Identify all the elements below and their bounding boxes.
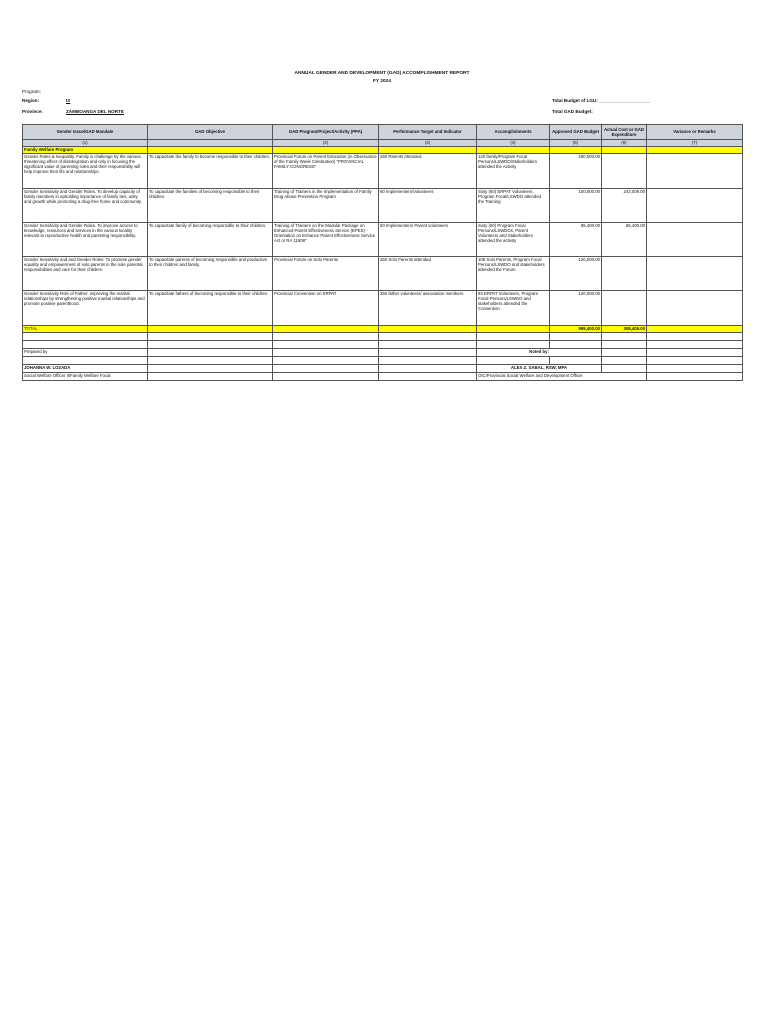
table-row: [23, 257, 743, 291]
cell-accomplishment: Sixty (60) Program Focal Persons/LSWDOs, Parent Volunteers and Stakeholders attended the activity: [477, 223, 550, 257]
noter-name: ALEX Z. SABAL, RSW, MPA: [477, 365, 602, 373]
cell-actual: 243,009.00: [602, 189, 647, 223]
program-row: [23, 147, 743, 154]
header-performance-target: Performance Target and Indicator: [379, 125, 477, 140]
program-label: Program:: [22, 89, 41, 94]
cell-actual: [602, 257, 647, 291]
cell-issue: Gender Sensitivity and Gender Roles. To improve access to knowledge, resources and services in the various locality relevant to reproductive health and parenting responsibility.: [23, 223, 148, 257]
cell-ppa: Provincial Forum on Parent Education (in Observance of the Family Week Celebration) "PROVINCIAL FAMILY CONGRESS": [273, 154, 379, 189]
signature-title-row: [23, 373, 743, 381]
table-row: [23, 189, 743, 223]
region-value: IX: [66, 98, 71, 103]
cell-target: 250 Parents Attended: [379, 154, 477, 189]
cell-objective: To capacitate the family to become responsible to their children.: [148, 154, 273, 189]
cell-ppa: Provincial Forum on Solo Parents: [273, 257, 379, 291]
cell-remarks: [647, 257, 743, 291]
total-budget-lgu: Total Budget of LGU: ____________________: [552, 98, 651, 103]
noted-by-label: Noted by:: [477, 349, 602, 357]
program-name: Family Welfare Program: [23, 147, 148, 154]
cell-budget: 100,000.00: [550, 189, 602, 223]
total-budget-value: 595,400.00: [550, 326, 602, 333]
table-row: [23, 154, 743, 189]
cell-accomplishment: 108 Solo Parents, Program Focal Persons/LSWDO and stakeholders attended the Forum: [477, 257, 550, 291]
cell-actual: 65,400.00: [602, 223, 647, 257]
cell-remarks: [647, 223, 743, 257]
preparer-title: Social Welfare Officer II/Family Welfare Focal: [23, 373, 148, 381]
total-actual-value: 308,409.00: [602, 326, 647, 333]
colnum-1b: [148, 140, 273, 147]
region-label: Region:: [22, 98, 40, 103]
report-title: ANNUAL GENDER AND DEVELOPMENT (GAD) ACCOMPLISHMENT REPORT: [294, 71, 470, 76]
cell-target: 250 father volunteers/ association members: [379, 291, 477, 326]
cell-issue: Gender Sensitivity Role of Father: improving the marital relationships by strengthening positive marital relationships and promote positive parenthood.: [23, 291, 148, 326]
colnum-1: (1): [23, 140, 148, 147]
cell-remarks: [647, 189, 743, 223]
table-row: [23, 223, 743, 257]
header-variance: Variance or Remarks: [647, 125, 743, 140]
header-accomplishments: Accomplishments: [477, 125, 550, 140]
colnum-2: (2): [273, 140, 379, 147]
total-gad-budget: Total GAD Budget:: [552, 109, 593, 114]
colnum-3: (3): [379, 140, 477, 147]
header-gender-issue: Gender Issue/GAD Mandate: [23, 125, 148, 140]
table-header-row: [23, 125, 743, 140]
gad-report-table: [22, 124, 743, 381]
noter-title: OIC/Provincial Social Welfare and Development Officer: [477, 373, 647, 381]
cell-objective: To capacitate the families of becoming responsible to their children.: [148, 189, 273, 223]
colnum-6: (6): [602, 140, 647, 147]
spacer-row: [23, 357, 743, 365]
cell-target: 60 Implementers/ Parent volunteers: [379, 223, 477, 257]
cell-ppa: Provincial Convention on ERPAT: [273, 291, 379, 326]
province-value: ZAMBOANGA DEL NORTE: [66, 109, 124, 114]
cell-issue: Gender Roles & Inequality. Family is challenge by the various threatening effect of disintegration and only in focusing the significant value of parenting roles and their responsibility will help improve their life and relationships.: [23, 154, 148, 189]
cell-accomplishment: Sixty (60) ERPAT Volunteers, Program Focal/LSWDO attended the Training: [477, 189, 550, 223]
report-fiscal-year: FY 2024: [372, 79, 392, 84]
header-gad-objective: GAD Objective: [148, 125, 273, 140]
table-row: [23, 291, 743, 326]
cell-accomplishment: 120 family/Program Focal Persons/LSWDO/Stakeholders attended the Activity: [477, 154, 550, 189]
header-approved-budget: Approved GAD Budget: [550, 125, 602, 140]
colnum-5: (5): [550, 140, 602, 147]
spacer-row: [23, 341, 743, 349]
signature-name-row: [23, 365, 743, 373]
cell-actual: [602, 154, 647, 189]
colnum-7: (7): [647, 140, 743, 147]
cell-budget: 120,000.00: [550, 257, 602, 291]
signature-label-row: [23, 349, 743, 357]
preparer-name: JOHANNA W. LOZADA: [23, 365, 148, 373]
cell-ppa: Training of Trainers on the Modular Package on Enhanced Parent Effectiveness Service (EPES) - Orientation on Enhance Parent Effectiveness Service Act or RA 11908": [273, 223, 379, 257]
header-actual-cost: Actual Cost or GAD Expenditure: [602, 125, 647, 140]
cell-actual: [602, 291, 647, 326]
colnum-4: (4): [477, 140, 550, 147]
cell-budget: 85,400.00: [550, 223, 602, 257]
province-label: Province:: [22, 109, 43, 114]
prepared-by-label: Prepared by: [23, 349, 148, 357]
cell-objective: To capacitate parents of becoming responsible and productive to their children and family.: [148, 257, 273, 291]
cell-remarks: [647, 154, 743, 189]
cell-target: 250 Solo Parents attended: [379, 257, 477, 291]
cell-remarks: [647, 291, 743, 326]
column-number-row: [23, 140, 743, 147]
spacer-row: [23, 333, 743, 341]
cell-ppa: Training of Trainers in the Implementation of Family Drug Abuse Prevention Program: [273, 189, 379, 223]
cell-budget: 180,000.00: [550, 154, 602, 189]
header-ppa: GAD Program/Project/Activity (PPA): [273, 125, 379, 140]
cell-target: 60 Implementers/Volunteers: [379, 189, 477, 223]
cell-objective: To capacitate fathers of becoming responsible to their children.: [148, 291, 273, 326]
cell-accomplishment: 93 ERPAT Volunteers, Program Focal Persons/LSWDO and stakeholders attended the Convention: [477, 291, 550, 326]
cell-issue: Gender Sensitivity and and Gender Roles: To promote gender equality and empowerment of solo parents in the sole parental responsibilities and care for their children.: [23, 257, 148, 291]
total-row: [23, 326, 743, 333]
cell-objective: To capacitate family of becoming responsible to their children.: [148, 223, 273, 257]
cell-budget: 120,000.00: [550, 291, 602, 326]
total-label: TOTAL: [23, 326, 148, 333]
cell-issue: Gender Sensitivity and Gender Roles. To develop capacity of family members in upholding importance of family ties, unity and growth while promoting a drug-free home and community.: [23, 189, 148, 223]
